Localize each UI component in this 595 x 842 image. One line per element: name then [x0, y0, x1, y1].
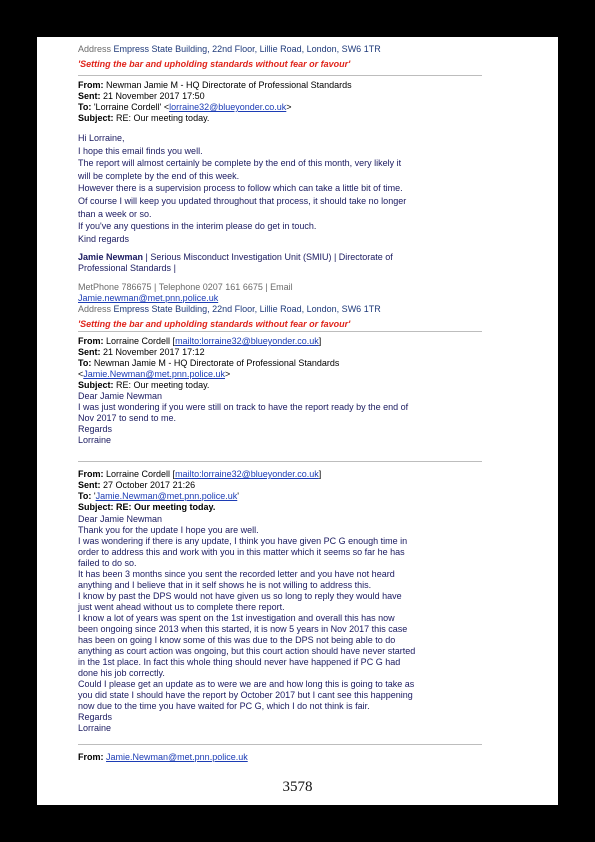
email-header-4: From: Jamie.Newman@met.pnn.police.uk — [78, 752, 248, 762]
email-link[interactable]: Jamie.Newman@met.pnn.police.uk — [106, 752, 248, 762]
divider — [78, 75, 482, 76]
email-link[interactable]: Jamie.newman@met.pnn.police.uk — [78, 293, 219, 303]
email-link[interactable]: Jamie.Newman@met.pnn.police.uk — [83, 369, 225, 379]
email-link[interactable]: lorraine32@blueyonder.co.uk — [169, 102, 287, 112]
email-link[interactable]: mailto:lorraine32@blueyonder.co.uk — [175, 469, 319, 479]
signature-top — [78, 44, 483, 70]
email-header-3: From: Lorraine Cordell [mailto:lorraine32@blueyonder.co.uk] Sent: 27 October 2017 21:26 To: 'Jamie.Newman@met.pnn.police.uk' Subject: RE: Our meeting today. — [78, 469, 322, 512]
email-link[interactable]: Jamie.Newman@met.pnn.police.uk — [95, 491, 238, 501]
email-header-2: From: Lorraine Cordell [mailto:lorraine32@blueyonder.co.uk] Sent: 21 November 2017 17:12 To: Newman Jamie M - HQ Directorate of Professional Standards <Jamie.Newman@met.pnn.police.uk> Subject: RE: Our meeting today. Dear Jamie Newman I was just wondering if you were still on track to have the report ready by the end of Nov 2017 to send to me. Regards Lorraine — [78, 336, 409, 445]
email-body-1: Hi Lorraine, I hope this email finds you well. The report will almost certainly be complete by the end of this month, very likely it will be complete by the end of this week. However there is a supervision process to follow which can take a little bit of time. Of course I will keep you updated throughout that process, it should take no longer than a week or so. If you've any questions in the interim please do get in touch. Kind regards — [78, 133, 407, 244]
address-line: Address Empress State Building, 22nd Floor, Lillie Road, London, SW6 1TR — [78, 44, 381, 54]
email-body-3: Dear Jamie Newman Thank you for the update I hope you are well. I was wondering if there is any update, I think you have given PC G enough time in order to address this and work with you in this matter which it seems so far he has failed to do so. It has been 3 months since you sent the recorded letter and you have not heard anything and I believe that in it self shows he is not willing to address this. I know by past the DPS would not have given us so long to reply they would have just went ahead without us to complete there report. I know a lot of years was spent on the 1st investigation and overall this has now been ongoing since 2013 when this started, it is now 5 years in Nov 2017 this case has been on going I know some of this was due to the DPS not being able to do anything as court action was ongoing, but this court action should have never started in the 1st place. In fact this whole thing should never have happened if PC G had done his job correctly. Could I please get an update as to were we are and how long this is going to take as you did state I should have the report by October 2017 but I cant see this happening now due to the time you have waited for PC G, which I do not think is fair. Regards Lorraine — [78, 514, 416, 733]
email-header-1: From: Newman Jamie M - HQ Directorate of Professional Standards Sent: 21 November 2017 17:50 To: 'Lorraine Cordell' <lorraine32@blueyonder.co.uk> Subject: RE: Our meeting today. — [78, 80, 352, 123]
motto-line: 'Setting the bar and upholding standards without fear or favour' — [78, 319, 351, 329]
email-link[interactable]: mailto:lorraine32@blueyonder.co.uk — [175, 336, 319, 346]
divider — [78, 331, 482, 332]
signature-1: Jamie Newman | Serious Misconduct Investigation Unit (SMIU) | Directorate of Professional Standards | MetPhone 786675 | Telephone 0207 161 6675 | Email Jamie.newman@met.pnn.police.uk Address Empress State Building, 22nd Floor, Lillie Road, London, SW6 1TR 'Setting the bar and upholding standards without fear or favour' — [78, 252, 483, 330]
divider — [78, 461, 482, 462]
motto-line: 'Setting the bar and upholding standards without fear or favour' — [78, 59, 351, 69]
divider — [78, 744, 482, 745]
page-number: 3578 — [282, 779, 313, 795]
